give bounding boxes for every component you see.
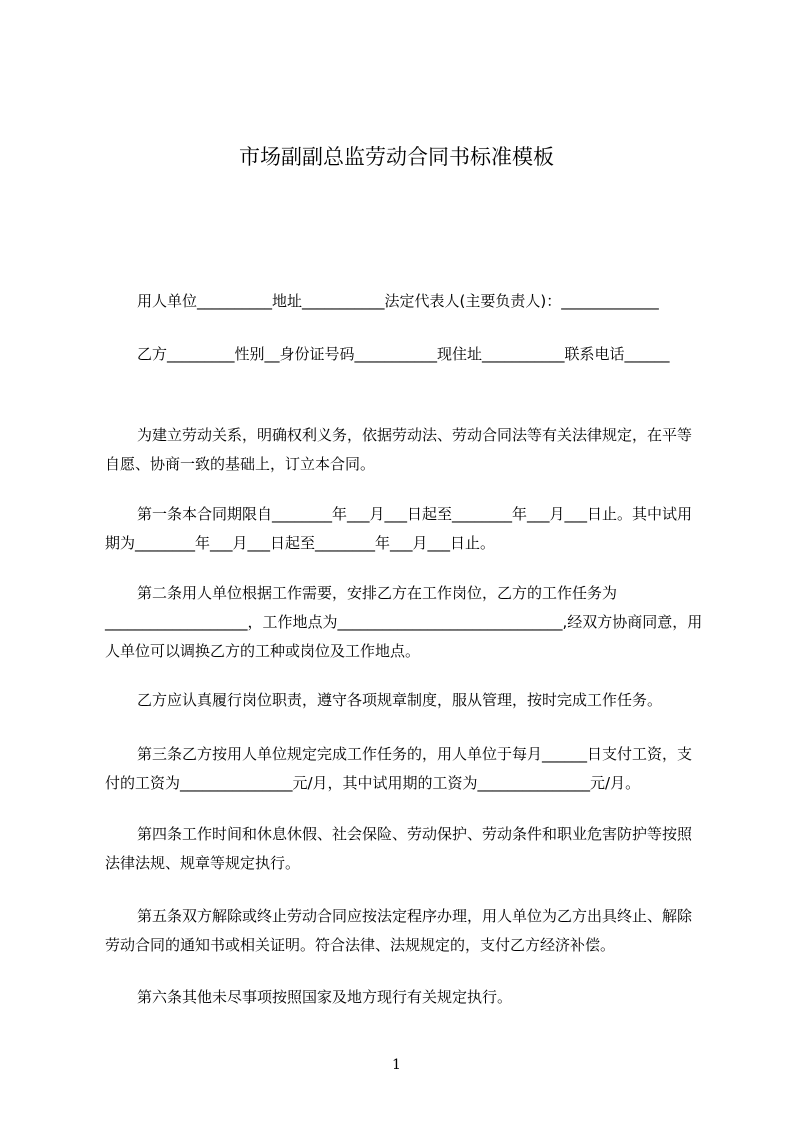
- document-title: 市场副副总监劳动合同书标准模板: [239, 145, 554, 169]
- page-number: 1: [392, 1057, 401, 1073]
- paragraph-article-1: 第一条本合同期限自________年___月___日起至________年___月___日止。其中试用期为________年___月___日起至________年___月___日止。: [105, 505, 693, 552]
- paragraph-article-3: 第三条乙方按用人单位规定完成工作任务的，用人单位于每月______日支付工资，支付的工资为_______________元/月，其中试用期的工资为_______________元/月。: [105, 745, 693, 792]
- paragraph-preamble: 为建立劳动关系，明确权利义务，依据劳动法、劳动合同法等有关法律规定，在平等自愿、协商一致的基础上，订立本合同。: [105, 426, 693, 473]
- paragraph-employee-info: 乙方_________性别__身份证号码___________现住址___________联系电话______: [137, 345, 670, 363]
- paragraph-duties: 乙方应认真履行岗位职责，遵守各项规章制度，服从管理，按时完成工作任务。: [137, 691, 663, 709]
- paragraph-employer-info: 用人单位__________地址___________法定代表人(主要负责人)：_____________: [137, 292, 659, 310]
- paragraph-article-6: 第六条其他未尽事项按照国家及地方现行有关规定执行。: [137, 988, 513, 1006]
- paragraph-article-4: 第四条工作时间和休息休假、社会保险、劳动保护、劳动条件和职业危害防护等按照法律法规、规章等规定执行。: [105, 825, 693, 872]
- paragraph-article-2: 第二条用人单位根据工作需要，安排乙方在工作岗位，乙方的工作任务为___________________，工作地点为______________________________,经双方协商同意，用人单位可以调换乙方的工种或岗位及工作地点。: [105, 584, 703, 660]
- paragraph-article-5: 第五条双方解除或终止劳动合同应按法定程序办理，用人单位为乙方出具终止、解除劳动合同的通知书或相关证明。符合法律、法规规定的，支付乙方经济补偿。: [105, 907, 693, 954]
